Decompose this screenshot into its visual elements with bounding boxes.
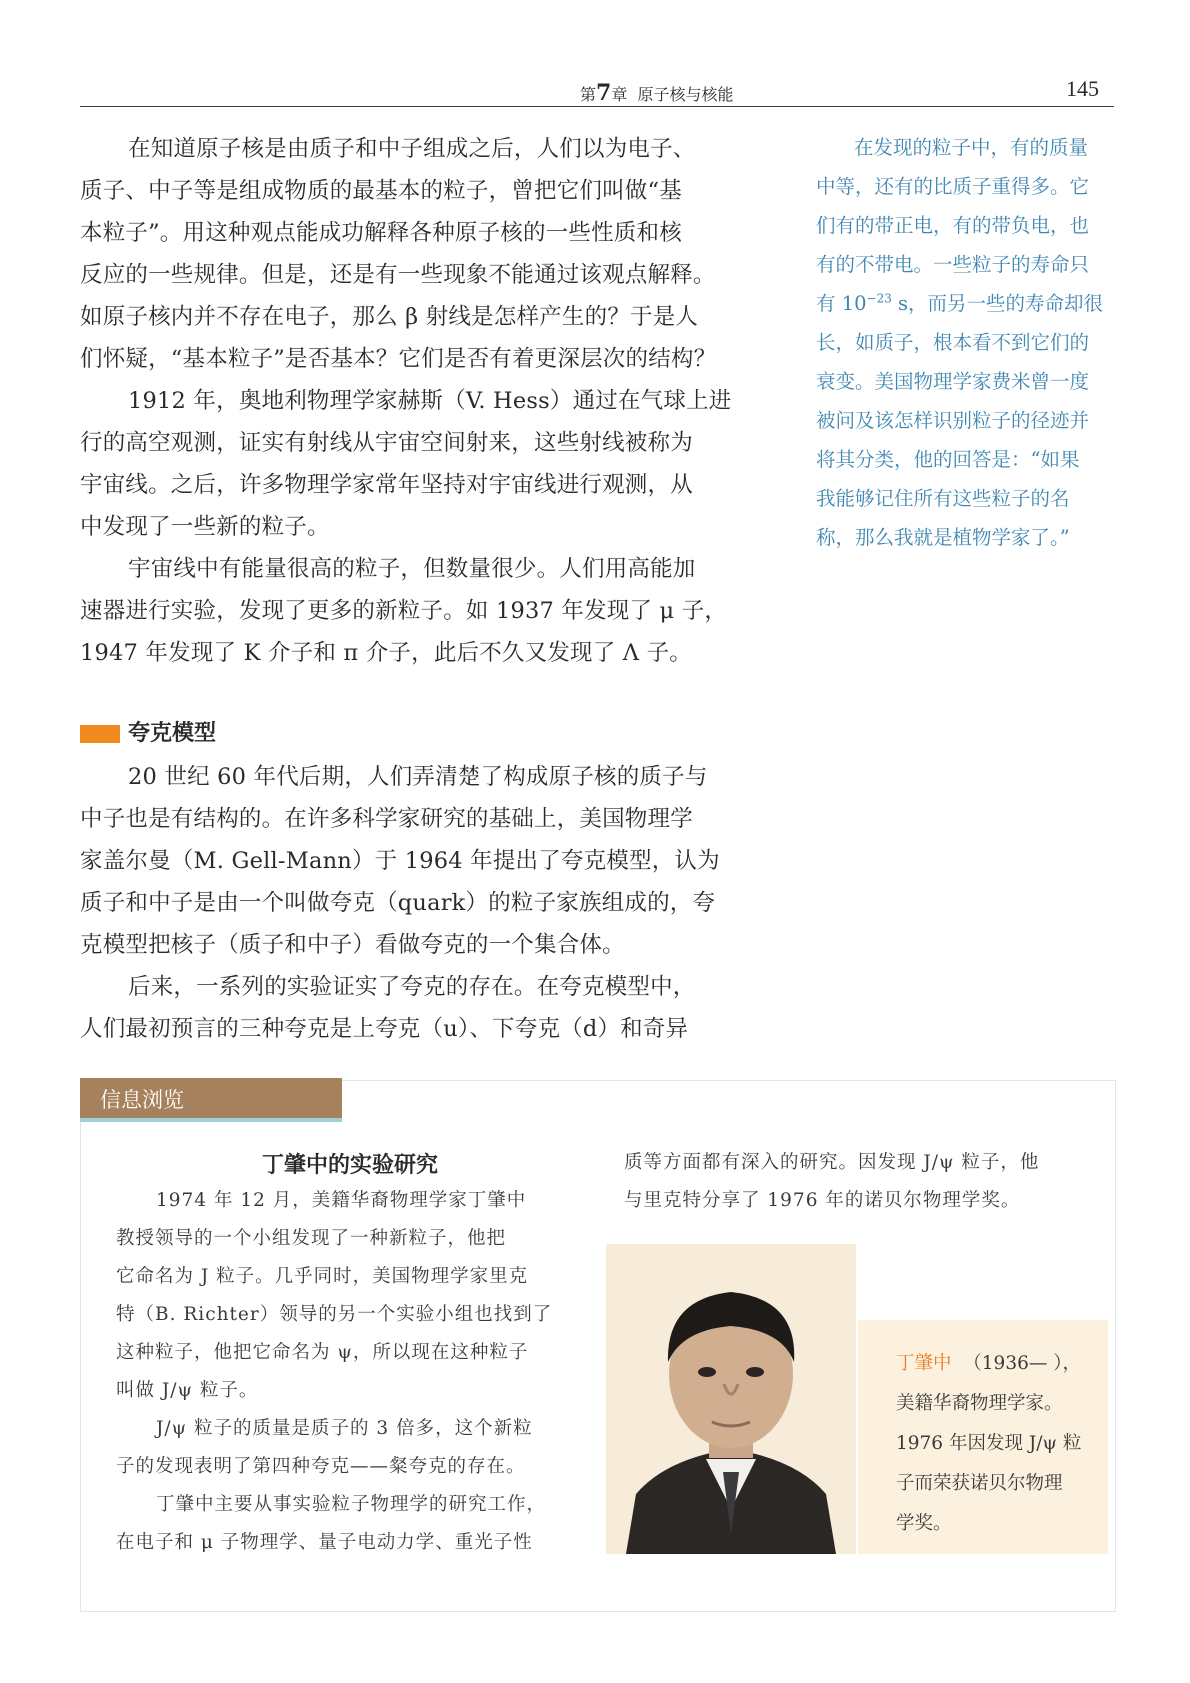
text-line: 行的高空观测，证实有射线从宇宙空间射来，这些射线被称为 — [80, 430, 693, 456]
chapter-title: 原子核与核能 — [637, 85, 734, 104]
article-line: 丁肇中主要从事实验粒子物理学的研究工作， — [156, 1494, 547, 1515]
section-heading: 夸克模型 — [128, 721, 217, 746]
text-line: 本粒子”。用这种观点能成功解释各种原子核的一些性质和核 — [80, 220, 682, 246]
text-line: 质子和中子是由一个叫做夸克（quark）的粒子家族组成的，夸 — [80, 890, 716, 916]
caption-years: （1936— ）， — [963, 1353, 1081, 1374]
chapter-number: 7 — [596, 80, 612, 106]
portrait-photo — [606, 1244, 856, 1554]
paragraph-quark-model — [80, 756, 745, 966]
page-number: 145 — [1066, 76, 1099, 101]
text-line: 1912 年，奥地利物理学家赫斯（V. Hess）通过在气球上进 — [128, 388, 732, 414]
sidebar-line: 长，如质子，根本看不到它们的 — [816, 331, 1090, 354]
lifetime-suffix: s，而另一些的寿命却很 — [891, 292, 1104, 315]
sidebar-line-lifetime — [816, 284, 1126, 323]
article-line: 在电子和 μ 子物理学、量子电动力学、重光子性 — [116, 1532, 533, 1553]
paragraph-intro — [80, 128, 745, 380]
caption-line: 子而荣获诺贝尔物理 — [896, 1473, 1063, 1494]
lifetime-prefix: 有 10 — [816, 292, 867, 315]
text-line: 家盖尔曼（M. Gell-Mann）于 1964 年提出了夸克模型，认为 — [80, 848, 720, 874]
sidebar-line: 有的不带电。一些粒子的寿命只 — [816, 253, 1090, 276]
text-line: 人们最初预言的三种夸克是上夸克（u）、下夸克（d）和奇异 — [80, 1016, 689, 1042]
article-line: 这种粒子，他把它命名为 ψ，所以现在这种粒子 — [116, 1342, 529, 1363]
article-line: 特（B. Richter）领导的另一个实验小组也找到了 — [116, 1304, 553, 1325]
sidebar-note — [816, 128, 1126, 557]
caption-line: 1976 年因发现 J/ψ 粒 — [896, 1433, 1082, 1454]
text-line: 克模型把核子（质子和中子）看做夸克的一个集合体。 — [80, 932, 625, 958]
caption-line: 学奖。 — [896, 1513, 952, 1534]
caption-name: 丁肇中 — [896, 1353, 952, 1374]
caption-heading — [896, 1344, 1106, 1384]
chapter-label — [580, 80, 734, 106]
portrait-caption — [896, 1344, 1106, 1544]
portrait-illustration — [606, 1244, 856, 1554]
text-line: 中子也是有结构的。在许多科学家研究的基础上，美国物理学 — [80, 806, 693, 832]
text-line: 如原子核内并不存在电子，那么 β 射线是怎样产生的？于是人 — [80, 304, 699, 330]
sidebar-line: 中等，还有的比质子重得多。它 — [816, 175, 1090, 198]
text-line: 在知道原子核是由质子和中子组成之后，人们以为电子、 — [128, 136, 696, 162]
lifetime-exponent: −23 — [866, 291, 892, 306]
article-line: J/ψ 粒子的质量是质子的 3 倍多，这个新粒 — [156, 1418, 533, 1439]
article-line: 教授领导的一个小组发现了一种新粒子，他把 — [116, 1228, 507, 1249]
header-rule — [80, 106, 1114, 107]
info-tab-label: 信息浏览 — [100, 1088, 184, 1112]
article-line: 它命名为 J 粒子。几乎同时，美国物理学家里克 — [116, 1266, 529, 1287]
article-line: 1974 年 12 月，美籍华裔物理学家丁肇中 — [156, 1190, 527, 1211]
article-line: 与里克特分享了 1976 年的诺贝尔物理学奖。 — [624, 1190, 1021, 1211]
sidebar-line: 我能够记住所有这些粒子的名 — [816, 487, 1070, 510]
article-left-column — [116, 1182, 576, 1562]
sidebar-line: 在发现的粒子中，有的质量 — [854, 136, 1089, 159]
text-line: 中发现了一些新的粒子。 — [80, 514, 330, 540]
text-line: 们怀疑，“基本粒子”是否基本？它们是否有着更深层次的结构？ — [80, 346, 717, 372]
sidebar-line: 衰变。美国物理学家费米曾一度 — [816, 370, 1090, 393]
info-tab-stripe — [80, 1118, 342, 1122]
chapter-suffix: 章 — [611, 85, 628, 104]
section-marker — [80, 725, 120, 743]
text-line: 20 世纪 60 年代后期，人们弄清楚了构成原子核的质子与 — [128, 764, 708, 790]
paragraph-quark-evidence — [80, 966, 745, 1050]
chapter-prefix: 第 — [580, 85, 597, 104]
text-line: 质子、中子等是组成物质的最基本的粒子，曾把它们叫做“基 — [80, 178, 682, 204]
article-line: 质等方面都有深入的研究。因发现 J/ψ 粒子，他 — [624, 1152, 1040, 1173]
caption-line: 美籍华裔物理学家。 — [896, 1393, 1063, 1414]
article-line: 叫做 J/ψ 粒子。 — [116, 1380, 259, 1401]
article-right-column — [624, 1144, 1094, 1220]
paragraph-new-particles — [80, 548, 745, 674]
sidebar-line: 将其分类，他的回答是：“如果 — [816, 448, 1080, 471]
sidebar-line: 称，那么我就是植物学家了。” — [816, 526, 1070, 549]
text-line: 宇宙线中有能量很高的粒子，但数量很少。人们用高能加 — [128, 556, 696, 582]
text-line: 宇宙线。之后，许多物理学家常年坚持对宇宙线进行观测，从 — [80, 472, 693, 498]
text-line: 速器进行实验，发现了更多的新粒子。如 1937 年发现了 μ 子， — [80, 598, 728, 624]
sidebar-line: 被问及该怎样识别粒子的径迹并 — [816, 409, 1090, 432]
sidebar-line: 们有的带正电，有的带负电，也 — [816, 214, 1090, 237]
text-line: 反应的一些规律。但是，还是有一些现象不能通过该观点解释。 — [80, 262, 716, 288]
text-line: 后来，一系列的实验证实了夸克的存在。在夸克模型中， — [128, 974, 696, 1000]
text-line: 1947 年发现了 K 介子和 π 介子，此后不久又发现了 Λ 子。 — [80, 640, 692, 666]
article-title: 丁肇中的实验研究 — [261, 1153, 438, 1178]
paragraph-cosmic-rays — [80, 380, 745, 548]
article-line: 子的发现表明了第四种夸克——粲夸克的存在。 — [116, 1456, 526, 1477]
